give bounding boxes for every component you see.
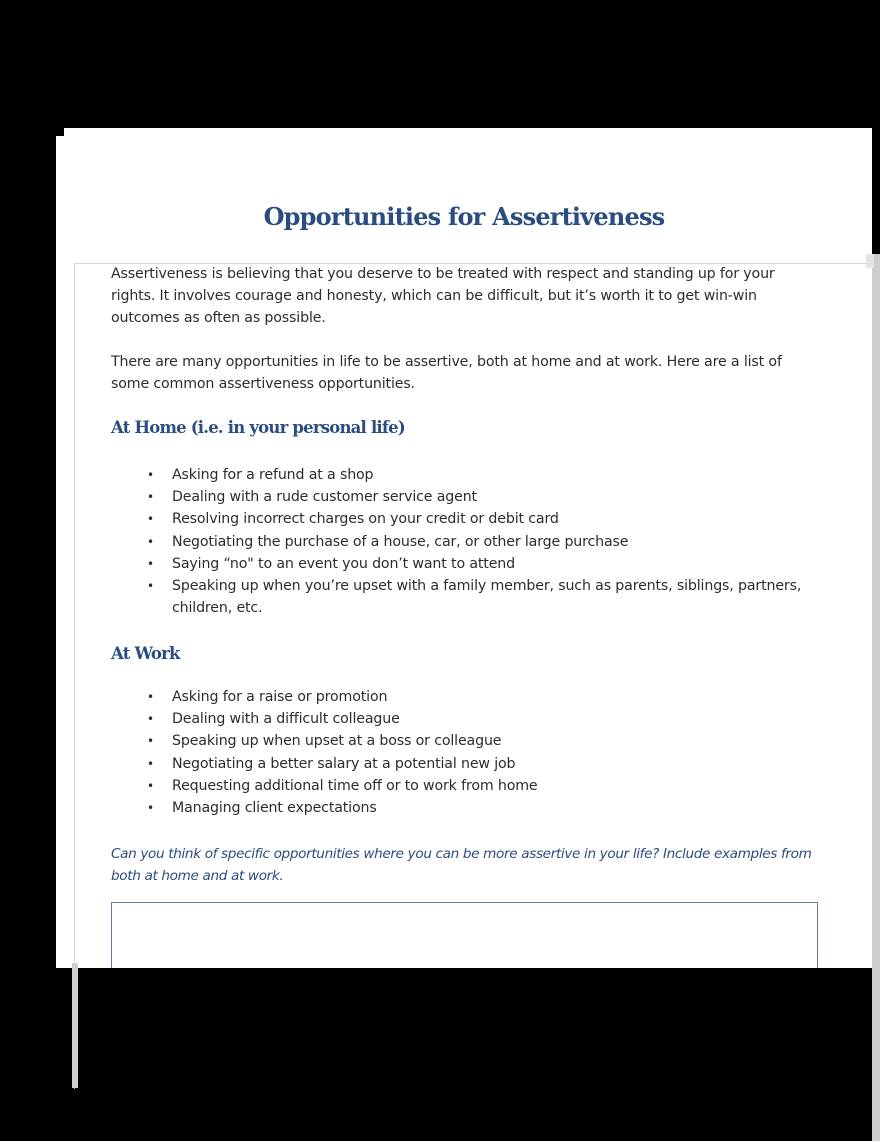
bullet-icon: • bbox=[147, 534, 154, 549]
list-item bbox=[111, 508, 811, 530]
intro-paragraph-1: Assertiveness is believing that you deserve to be treated with respect and standing up for your rights. It involves courage and honesty, which can be difficult, but it’s worth it to get win-win outcomes as often as possible. bbox=[111, 266, 775, 326]
bullet-icon: • bbox=[147, 579, 154, 594]
at-home-list bbox=[111, 464, 811, 619]
list-item bbox=[111, 797, 811, 819]
list-item-text: Dealing with a difficult colleague bbox=[172, 711, 400, 728]
bullet-icon: • bbox=[147, 512, 154, 527]
bullet-icon: • bbox=[147, 734, 154, 749]
bullet-icon: • bbox=[147, 690, 154, 704]
list-item bbox=[111, 575, 811, 619]
list-item bbox=[111, 775, 811, 797]
page-corner-notch bbox=[56, 128, 64, 136]
list-item-text: Dealing with a rude customer service agent bbox=[172, 489, 477, 506]
reflection-prompt: Can you think of specific opportunities where you can be more assertive in your life? Include examples from both at home and at work. bbox=[111, 846, 812, 884]
page-title: Opportunities for Assertiveness bbox=[263, 202, 665, 231]
right-scrollbar[interactable] bbox=[872, 254, 880, 1141]
list-item bbox=[111, 553, 811, 575]
answer-text-box[interactable] bbox=[111, 902, 818, 972]
bullet-icon: • bbox=[147, 556, 154, 571]
list-item-text: Speaking up when upset at a boss or colleague bbox=[172, 733, 502, 750]
bullet-icon: • bbox=[147, 778, 154, 793]
background-mask-bottom bbox=[78, 968, 872, 1141]
section-heading-at-work: At Work bbox=[111, 644, 180, 663]
list-item-text: Asking for a refund at a shop bbox=[172, 467, 374, 483]
bullet-icon: • bbox=[147, 712, 154, 727]
list-item-text: Speaking up when you’re upset with a family member, such as parents, siblings, partners, children, etc. bbox=[172, 578, 802, 617]
bullet-icon: • bbox=[147, 756, 154, 771]
list-item-text: Asking for a raise or promotion bbox=[172, 689, 388, 705]
list-item bbox=[111, 753, 811, 775]
list-item-text: Managing client expectations bbox=[172, 800, 377, 817]
intro-paragraph-2: There are many opportunities in life to be assertive, both at home and at work. Here are a list of some common assertiveness opportunities. bbox=[111, 354, 782, 392]
list-item-text: Resolving incorrect charges on your credit or debit card bbox=[172, 511, 559, 528]
bullet-icon: • bbox=[147, 801, 154, 816]
list-item bbox=[111, 730, 811, 752]
list-item bbox=[111, 686, 811, 708]
list-item bbox=[111, 486, 811, 508]
background-mask-left bbox=[0, 968, 72, 1141]
scrollbar-grip[interactable] bbox=[866, 254, 874, 268]
list-item bbox=[111, 531, 811, 553]
bullet-icon: • bbox=[147, 490, 154, 505]
at-work-list bbox=[111, 686, 811, 819]
list-item-text: Negotiating a better salary at a potential new job bbox=[172, 755, 516, 772]
list-item bbox=[111, 708, 811, 730]
bullet-icon: • bbox=[147, 468, 154, 482]
section-heading-at-home: At Home (i.e. in your personal life) bbox=[111, 418, 405, 437]
list-item-text: Saying “no" to an event you don’t want to attend bbox=[172, 555, 515, 572]
left-scrollbar[interactable] bbox=[72, 963, 78, 1088]
list-item-text: Requesting additional time off or to work from home bbox=[172, 777, 538, 794]
list-item-text: Negotiating the purchase of a house, car, or other large purchase bbox=[172, 533, 629, 550]
list-item bbox=[111, 464, 811, 486]
